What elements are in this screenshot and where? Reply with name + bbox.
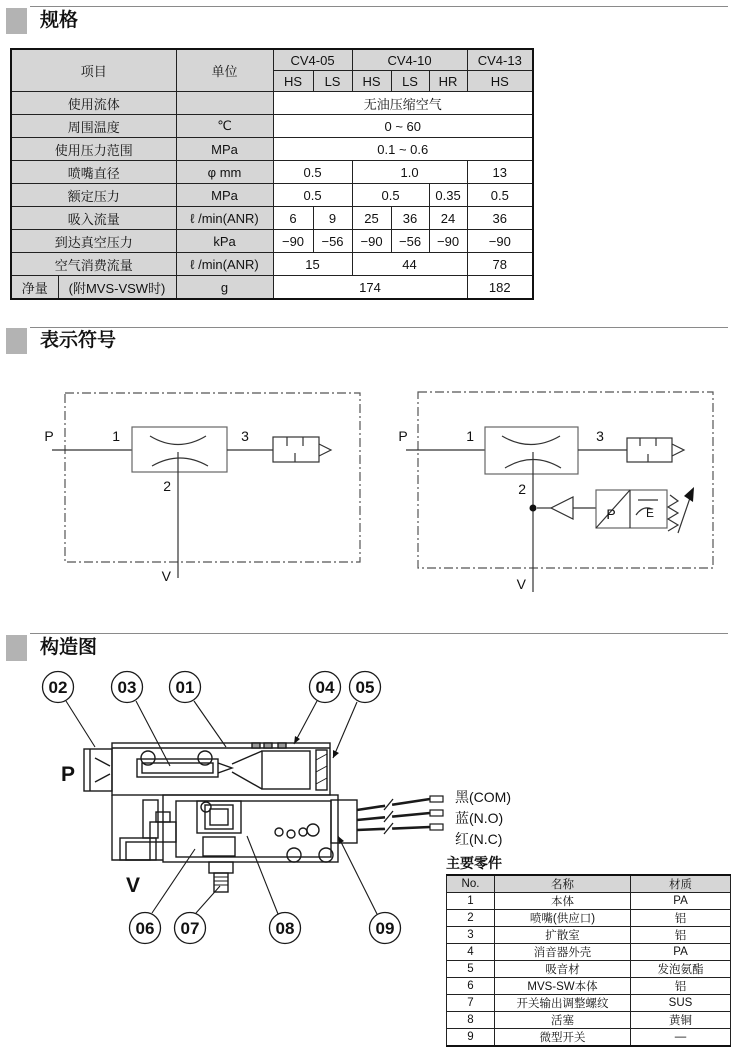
- parts-no: 5: [447, 961, 495, 978]
- spec-row-sublabel: (附MVS-VSW时): [58, 276, 176, 300]
- wire-label-black: 黑(COM): [455, 789, 511, 805]
- spec-value-cell: 13: [467, 161, 533, 184]
- parts-row: [447, 927, 731, 944]
- spec-value-cell: 36: [467, 207, 533, 230]
- spec-header-variant: HS: [467, 71, 533, 92]
- piston-cylinder: [197, 801, 241, 833]
- section-rule: [30, 633, 728, 634]
- adjustment-screw: [209, 862, 233, 892]
- parts-name: MVS-SW本体: [495, 978, 631, 995]
- parts-name: 本体: [495, 893, 631, 910]
- spec-row-label: 周围温度: [11, 115, 176, 138]
- spec-row: [11, 207, 533, 230]
- spec-value-cell: 182: [467, 276, 533, 300]
- spec-value-cell: 0.5: [273, 184, 352, 207]
- port-p-label: P: [398, 428, 408, 444]
- spec-table: [10, 48, 534, 300]
- spec-value-cell: −90: [467, 230, 533, 253]
- junction-dot: [530, 505, 537, 512]
- spec-value-cell: 174: [273, 276, 467, 300]
- spec-unit-cell: φ mm: [176, 161, 273, 184]
- parts-header: 材质: [631, 875, 731, 893]
- spec-value-cell: 0.5: [467, 184, 533, 207]
- spec-header-variant: LS: [313, 71, 352, 92]
- parts-row: [447, 910, 731, 927]
- spec-row: [11, 92, 533, 115]
- parts-row: [447, 995, 731, 1012]
- spec-header-unit: 单位: [176, 49, 273, 92]
- spec-header-variant: HR: [429, 71, 467, 92]
- port-p-label: P: [44, 428, 54, 444]
- spec-row-label: 使用压力范围: [11, 138, 176, 161]
- spec-row-label: 吸入流量: [11, 207, 176, 230]
- parts-no: 9: [447, 1029, 495, 1047]
- port-3-label: 3: [596, 428, 604, 444]
- callout-01: 01: [175, 678, 195, 697]
- parts-material: 铝: [631, 927, 731, 944]
- body-left-column: [112, 795, 163, 860]
- dashdot-frame: [418, 392, 713, 568]
- spec-value-cell: 0.5: [273, 161, 352, 184]
- callout-balloons: [43, 672, 401, 944]
- port-1-label: 1: [466, 428, 474, 444]
- parts-table: [446, 874, 731, 1047]
- parts-material: 铝: [631, 910, 731, 927]
- parts-material: PA: [631, 944, 731, 961]
- switch-e-label: E: [645, 506, 655, 520]
- parts-row: [447, 1012, 731, 1029]
- switch-p-label: P: [606, 506, 616, 522]
- spec-value-cell: 36: [391, 207, 429, 230]
- adjustable-spring-symbol: [668, 487, 694, 533]
- callout-06: 06: [135, 919, 155, 938]
- spec-header-model: CV4-10: [352, 49, 467, 71]
- callout-09: 09: [375, 919, 395, 938]
- symbol-diagram-with-switch: [398, 392, 713, 592]
- parts-row: [447, 961, 731, 978]
- spec-value-cell: −90: [429, 230, 467, 253]
- spec-unit-cell: ℓ /min(ANR): [176, 207, 273, 230]
- spec-unit-cell: MPa: [176, 184, 273, 207]
- section-rule: [30, 327, 728, 328]
- spec-section-title: 规格: [40, 10, 79, 31]
- wire-label-blue: 蓝(N.O): [455, 810, 504, 826]
- callout-03: 03: [117, 678, 137, 697]
- silencer-symbol: [273, 437, 331, 462]
- spec-unit-cell: ℃: [176, 115, 273, 138]
- spec-value-cell: 1.0: [352, 161, 467, 184]
- nozzle: [137, 759, 218, 777]
- ejector-body: [84, 743, 330, 795]
- port-1-label: 1: [112, 428, 120, 444]
- spec-header-variant: HS: [352, 71, 391, 92]
- callout-08: 08: [275, 919, 295, 938]
- parts-name: 消音器外壳: [495, 944, 631, 961]
- port-v-label: V: [516, 576, 526, 592]
- wire-label-red: 红(N.C): [455, 831, 503, 847]
- parts-material: 黄铜: [631, 1012, 731, 1029]
- spec-unit-cell: MPa: [176, 138, 273, 161]
- structure-section-title: 构造图: [40, 637, 98, 658]
- spec-value-cell: 25: [352, 207, 391, 230]
- port-3-label: 3: [241, 428, 249, 444]
- wire-connector-block: [331, 800, 357, 843]
- silencer-symbol: [627, 438, 684, 462]
- spec-unit-cell: ℓ /min(ANR): [176, 253, 273, 276]
- spec-value-cell: 无油压缩空气: [273, 92, 533, 115]
- structure-p-port-label: P: [60, 763, 76, 786]
- section-bullet: [6, 8, 27, 34]
- diffuser: [232, 751, 262, 789]
- parts-table-heading: 主要零件: [446, 855, 502, 871]
- spec-unit-cell: [176, 92, 273, 115]
- spec-header-model: CV4-05: [273, 49, 352, 71]
- parts-no: 6: [447, 978, 495, 995]
- parts-name: 微型开关: [495, 1029, 631, 1047]
- structure-v-port-label: V: [125, 874, 141, 897]
- parts-row: [447, 944, 731, 961]
- spec-value-cell: −90: [273, 230, 313, 253]
- spec-value-cell: 6: [273, 207, 313, 230]
- spec-value-cell: −56: [391, 230, 429, 253]
- parts-material: SUS: [631, 995, 731, 1012]
- callout-07: 07: [180, 919, 200, 938]
- spec-row: [11, 138, 533, 161]
- parts-header: 名称: [495, 875, 631, 893]
- parts-name: 吸音材: [495, 961, 631, 978]
- spec-row-label: 净量: [11, 276, 58, 300]
- sound-absorber: [316, 750, 327, 790]
- parts-material: PA: [631, 893, 731, 910]
- parts-no: 3: [447, 927, 495, 944]
- symbol-section-title: 表示符号: [40, 330, 117, 351]
- parts-row: [447, 1029, 731, 1047]
- port-2-label: 2: [518, 481, 526, 497]
- spec-row-label: 到达真空压力: [11, 230, 176, 253]
- spec-unit-cell: g: [176, 276, 273, 300]
- spec-header-variant: HS: [273, 71, 313, 92]
- spec-value-cell: −90: [352, 230, 391, 253]
- spec-unit-cell: kPa: [176, 230, 273, 253]
- parts-material: —: [631, 1029, 731, 1047]
- parts-name: 喷嘴(供应口): [495, 910, 631, 927]
- spec-value-cell: 0.35: [429, 184, 467, 207]
- port-v-label: V: [161, 568, 171, 584]
- parts-header: No.: [447, 875, 495, 893]
- parts-name: 开关输出调整螺纹: [495, 995, 631, 1012]
- spec-header-model: CV4-13: [467, 49, 533, 71]
- parts-name: 活塞: [495, 1012, 631, 1029]
- parts-material: 发泡氨酯: [631, 961, 731, 978]
- callout-04: 04: [315, 678, 335, 697]
- parts-no: 8: [447, 1012, 495, 1029]
- switch-assembly: [150, 795, 357, 892]
- spec-row: [11, 115, 533, 138]
- check-valve-symbol: [551, 497, 573, 519]
- spec-value-cell: 0.1 ~ 0.6: [273, 138, 533, 161]
- callout-02: 02: [48, 678, 68, 697]
- parts-no: 4: [447, 944, 495, 961]
- parts-row: [447, 893, 731, 910]
- spec-row: [11, 184, 533, 207]
- parts-name: 扩散室: [495, 927, 631, 944]
- spec-row-label: 喷嘴直径: [11, 161, 176, 184]
- spec-value-cell: 9: [313, 207, 352, 230]
- spec-value-cell: −56: [313, 230, 352, 253]
- parts-material: 铝: [631, 978, 731, 995]
- parts-no: 7: [447, 995, 495, 1012]
- lead-wires: [357, 796, 443, 834]
- section-rule: [30, 6, 728, 7]
- spec-header-item: 项目: [11, 49, 176, 92]
- spec-row: [11, 253, 533, 276]
- spec-header-variant: LS: [391, 71, 429, 92]
- section-bullet: [6, 328, 27, 354]
- spec-value-cell: 0 ~ 60: [273, 115, 533, 138]
- spec-value-cell: 15: [273, 253, 352, 276]
- spec-row: [11, 230, 533, 253]
- pneumatic-symbol-diagrams: [0, 380, 733, 605]
- spec-row-label: 空气消费流量: [11, 253, 176, 276]
- structure-cross-section-drawing: [0, 655, 475, 975]
- spec-row: [11, 161, 533, 184]
- spec-value-cell: 44: [352, 253, 467, 276]
- port-2-label: 2: [163, 478, 171, 494]
- spec-row-label: 额定压力: [11, 184, 176, 207]
- spec-value-cell: 0.5: [352, 184, 429, 207]
- spec-value-cell: 78: [467, 253, 533, 276]
- parts-no: 2: [447, 910, 495, 927]
- spec-row-label: 使用流体: [11, 92, 176, 115]
- spec-value-cell: 24: [429, 207, 467, 230]
- symbol-diagram-basic: [44, 393, 360, 584]
- parts-no: 1: [447, 893, 495, 910]
- callout-05: 05: [355, 678, 375, 697]
- spec-row: [11, 276, 533, 300]
- dashdot-frame: [65, 393, 360, 562]
- parts-row: [447, 978, 731, 995]
